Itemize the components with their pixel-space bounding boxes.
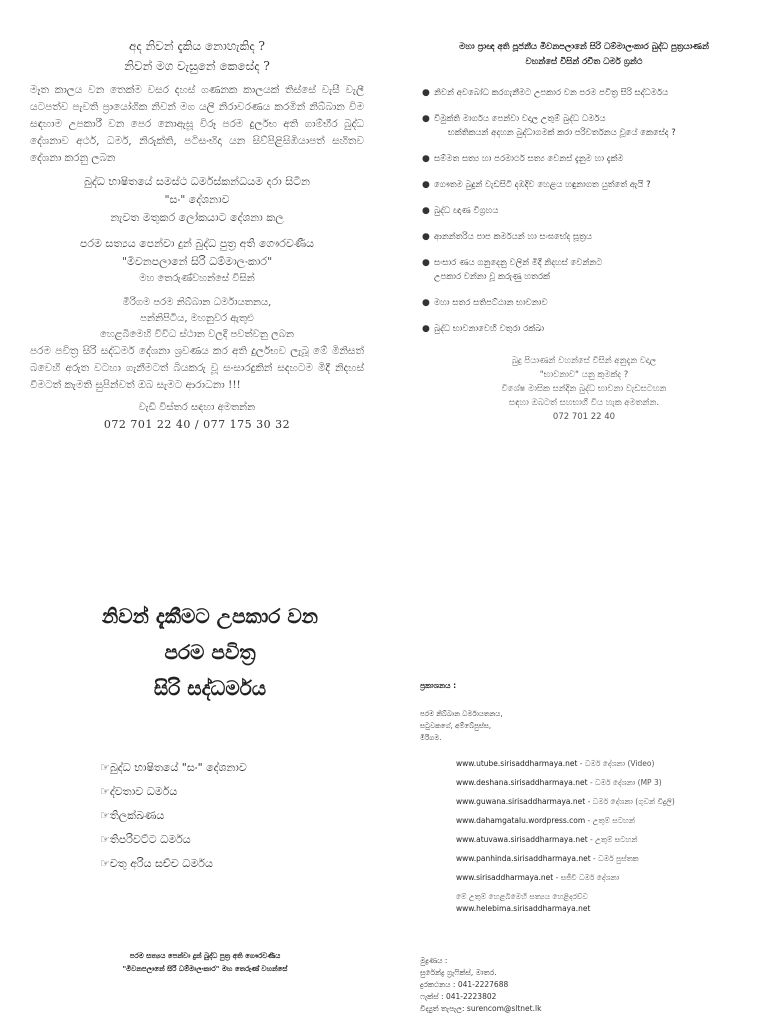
books-panel [414,40,754,490]
bullet-icon: ● [422,232,430,242]
list-item: ● බුද්ධ ඥාණ විග්‍රහය [422,206,499,216]
list-item: ☞තිලක්ඛණය [100,809,165,822]
phone-numbers: 072 701 22 40 / 077 175 30 32 [103,418,291,431]
books-header-1: මහා ප්‍රාඥ අති පූජනීය මීවනපලානේ සිරි ධම්මාලංකාර බුද්ධ පුත්‍රයාණන් [459,42,709,52]
list-item: ● බුද්ධ භාවනාවෙහි වතුරා රක්ඛා [422,324,544,334]
list-item: ● ආනන්තරිය පාප කර්මයන් හා සංඝභේද සූත්‍රය [422,232,593,242]
cover-title-2: පරම පවිත්‍ර [164,640,256,664]
list-item: ● නිවන් අවබෝධ කරගැනීමට උපකාර වන පරම පවිත්‍ර සිරි සද්ධර්මය [422,88,669,98]
bullet-icon: ● [422,324,430,334]
invitation-paragraph: පරම පවිත්‍ර සිරි සද්ධර්ම දේශනා ශ්‍රවණය කර අති දුර්ලභව ලැබූ මේ මිනිසත් බවෙහි අරුත වටහා ගැනීමටත් බියකරු වූ සංසාරදුකින් සදහටම මිදී නිදහස් වීමටත් කැමති සුපින්වත් ඔබ සැමට ආරාධනා !!! [30,345,364,391]
bullet-icon: ● [422,258,430,268]
meditation-phone: 072 701 22 40 [552,412,616,422]
cover-footer: පරම සත්‍යය පෙන්වා දුන් බුද්ධ පුත්‍ර අති ගෞරවණීය "මීවනපලානේ සිරි ධම්මාලංකාර" මහ තෙරුණ් වහන්සේ [122,952,288,973]
books-list [414,86,754,336]
bullet-icon: ● [422,114,430,124]
website-link[interactable]: www.sirisaddharmaya.net - සජීවී ධර්ම දේශනා [456,873,620,882]
info-label: වැඩි විස්තර සඳහා අමතන්න [138,402,256,413]
sermon-line-1: බුද්ධ භාෂිතයේ සමස්ථ ධර්මස්කන්ධයම දරා සිටින [84,175,310,188]
location-line-3: හෙළබිමෙහි විවිධ ස්ථාන වලදී පවත්වනු ලබන [100,329,294,340]
sermon-line-2: "සං" දේශනාව [164,193,230,206]
publisher-panel [420,680,750,1020]
location-line-2: පන්නිපිටිය, මහනුවර ඇතුළු [140,313,254,324]
website-link[interactable]: මේ උතුම් හෙළබිමෙහි සත්‍යය හෙළිදරව්ව www.helebima.sirisaddharmaya.net [456,892,591,913]
monk-line-1: පරම සත්‍යය පෙන්වා දුන් බුද්ධ පුත්‍ර අති ගෞරවණීය [79,237,315,250]
website-link[interactable]: www.utube.sirisaddharmaya.net - ධර්ම දේශනා (Video) [456,759,655,768]
list-item: ● සංසාර ණය ගනුදෙනු වලින් මිදී නිදහස් වෙන්නට උපකාර වන්නා වූ කරුණු හතරක් [422,258,603,282]
website-link[interactable]: www.atuvawa.sirisaddharmaya.net - උතුම් සටහන් [456,835,638,844]
location-line-1: මීරිගම පරම නිබ්බාන ධර්මායතනය, [122,297,272,308]
list-item: ● විමුක්ති මාර්ගය පෙන්වා වදාල උතුම් බුද්ධ ධර්මය භක්තිකයන් අදහන බුද්ධාගමක් කරා පරිවර්තනය වූයේ කෙසේද ? [422,114,676,138]
list-item: ☞තිපරිවට්ට ධර්මය [100,833,191,846]
printer-label: මුද්‍රණය : [420,956,448,965]
question-2: නිවන් මග වැසුනේ කෙසේද ? [124,59,270,73]
list-item: ☞බුද්ධ භාෂිතයේ "සං" දේශනාව [100,761,247,774]
bullet-icon: ● [422,298,430,308]
cover-title-1: නිවන් දැකීමට උපකාර වන [102,604,318,628]
website-link[interactable]: www.dahamgatalu.wordpress.com - උතුම් සටහන් [456,816,636,825]
monk-line-3: මහ තෙරුණ්වහන්සේ විසින් [139,273,255,284]
sermon-line-3: නැවත මතුකර ලෝකයාට දේශනා කල [110,211,284,224]
cover-title-3: සිරි සද්ධර්මය [153,676,267,700]
publisher-label: ප්‍රකාශනය : [420,681,457,690]
list-item: ● සම්මත සත්‍ය හා පරමාර්ථ සත්‍ය වෙනස් දැනුම හා දැක්ම [422,154,624,164]
printer-info: මුද්‍රණය : සුරේන්ද්‍ර ග්‍රැෆික්ස්, මාතර. දුරකථනය : 041-2227688 ෆැක්ස් : 041-2223802 විද්‍යුත් තැපැල: surencom@sltnet.lk [420,955,750,1015]
website-link[interactable]: www.guwana.sirisaddharmaya.net - ධර්ම දේශනා (ගුවන් විදුලි) [456,797,675,806]
list-item: ● ගෞතම බුදුන් වැඩසිටි දඹදිව හෙළය හඳුනාගත යුත්තේ ඇයි ? [422,180,651,190]
website-link[interactable]: www.deshana.sirisaddharmaya.net - ධර්ම දේශනා (MP 3) [456,778,662,787]
question-1: අද නිවන් දැකිය නොහැකිද ? [129,39,265,53]
website-link[interactable]: www.panhinda.sirisaddharmaya.net - ධර්ම පුස්තක [456,854,639,863]
printer-name: සුරේන්ද්‍ර ග්‍රැෆික්ස්, මාතර. [420,968,497,977]
website-list [456,758,750,915]
monk-name: "මීවනපලානේ සිරි ධම්මාලංකාර" [121,255,273,268]
intro-paragraph: මෑත කාලය වන තෙක්ම වසර දහස් ගණනක කාලයක් තිස්සේ වැසී වැලී යටපත්ව පැවති ප්‍රායෝගික නිවන් මග යලි නිරාවරණය කරමින් නිබ්බාන විම සඳහාම උපකාරී වන පෙර නොඇසූ විරූ පරම දුර්ලභ අති ගාම්භීර බුද්ධ දේශනාව අර්ථ, ධර්ම, නිරුක්ති, පටිසංභිදා යන සිව්පිළිසිඹියාපත් සහිතව දේශනා කරනු ලබන [30,84,364,164]
bullet-icon: ● [422,154,430,164]
publisher-address: පරම නිබ්බාන ධර්මායතනය, සටුවකගේ, අම්බේපුස්ස, මීරිගම. [420,710,503,742]
bullet-icon: ● [422,180,430,190]
list-item: ☞ද්වතාව ධර්මය [100,785,178,798]
invitation-panel [30,36,364,506]
meditation-note: බුදු පියාණන් වහන්සේ විසින් අනුදැන වදාල "භාවනාව" යනු කුමක්ද ? විශේෂ මාසික සන්දින බුද්ධ භාවනා වැඩසටහන සඳහා ඔබටත් සහභාගී විය හැක අමතන්න. 072 701 22 40 [414,354,754,424]
list-item: ☞චතු අරිය සච්ච ධර්මය [100,857,213,870]
bullet-icon: ● [422,88,430,98]
topics-list [100,756,360,876]
books-header-2: වහන්සේ විසින් රචිත ධර්ම ග්‍රන්ථ [525,57,643,67]
cover-panel [60,598,360,1018]
bullet-icon: ● [422,206,430,216]
list-item: ● මහා සතර සතිපට්ඨාන භාවනාව [422,298,548,308]
